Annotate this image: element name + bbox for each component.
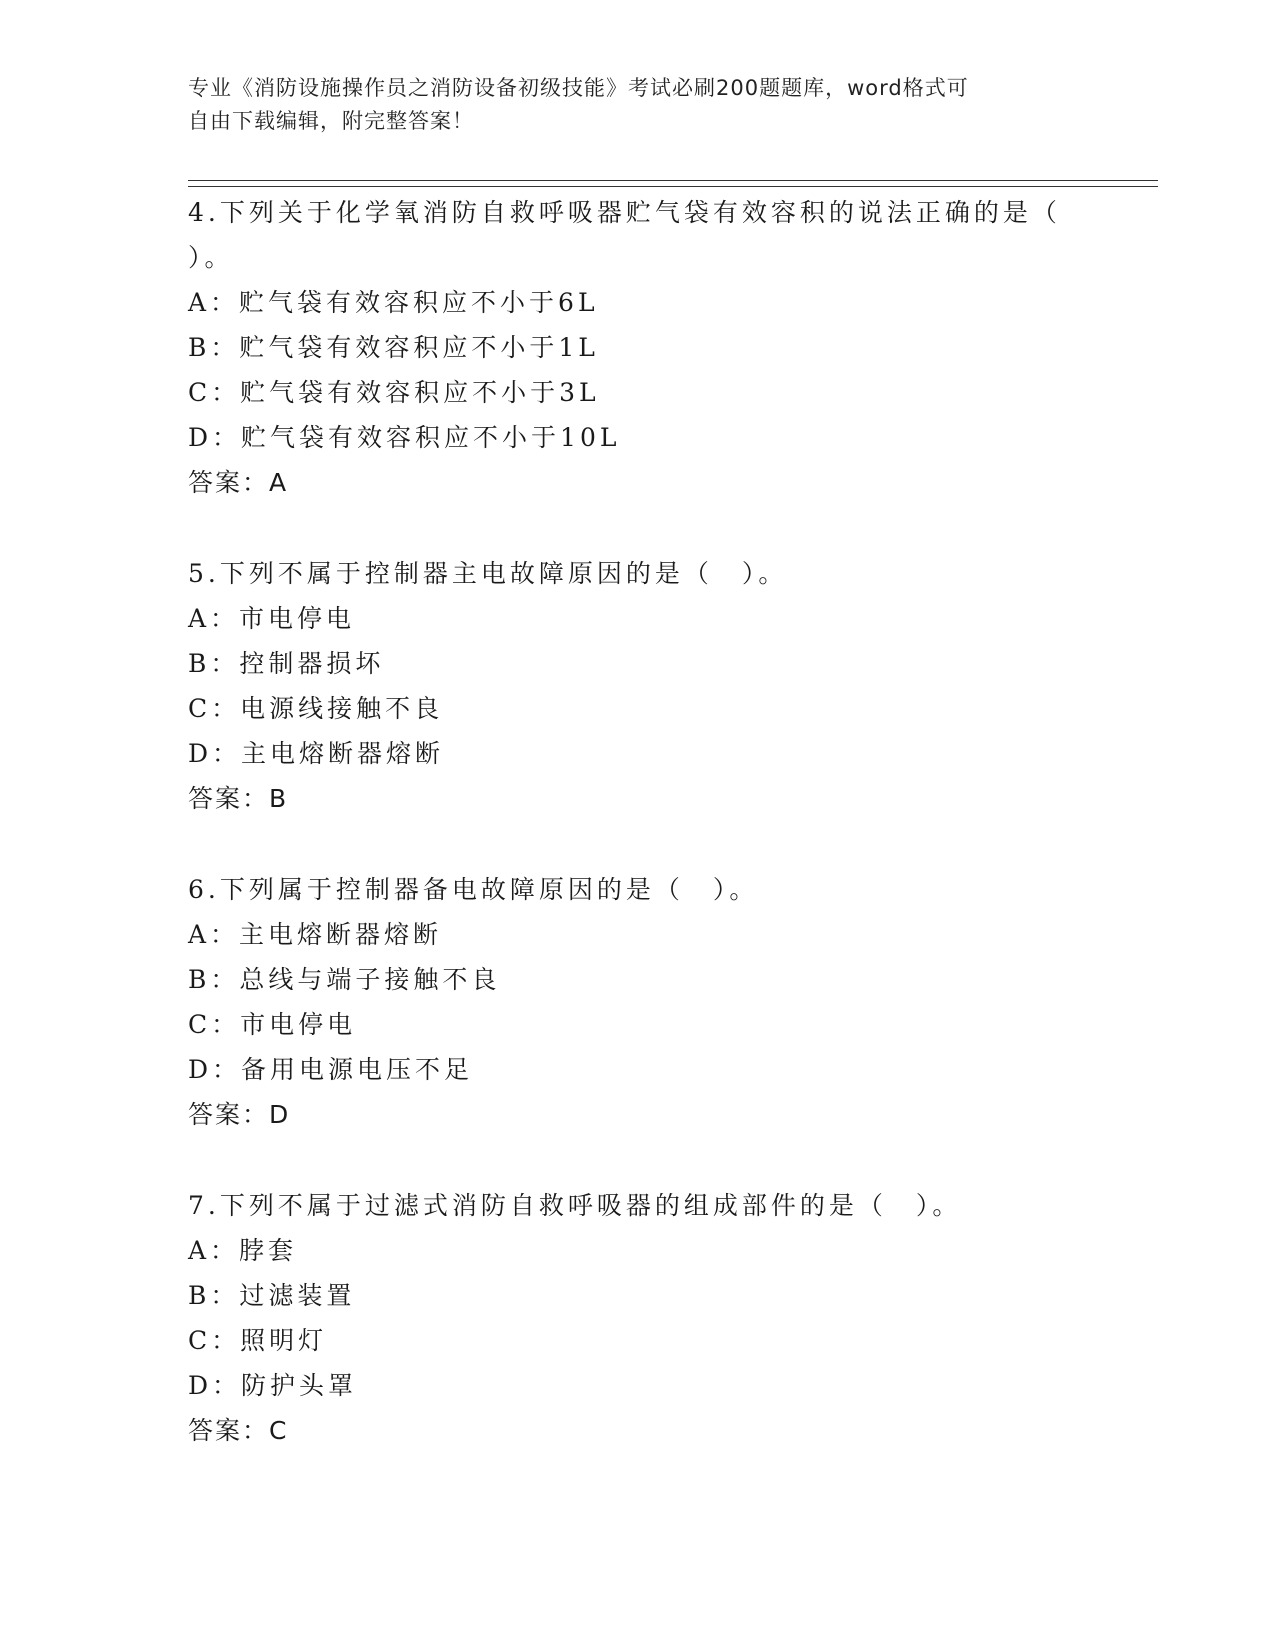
- question-list: [188, 190, 1088, 1453]
- question-stem: 7.下列不属于过滤式消防自救呼吸器的组成部件的是（ ）。: [188, 1191, 962, 1220]
- header-divider-bottom: [188, 186, 1158, 187]
- document-header: [188, 72, 1068, 138]
- option-c: C：贮气袋有效容积应不小于3L: [188, 378, 600, 407]
- header-divider-top: [188, 180, 1158, 181]
- question-7: [188, 1183, 1088, 1453]
- answer: 答案：D: [188, 1100, 291, 1129]
- option-c: C：市电停电: [188, 1010, 357, 1039]
- question-stem: 4.下列关于化学氧消防自救呼吸器贮气袋有效容积的说法正确的是（: [188, 198, 1061, 227]
- option-d: D：备用电源电压不足: [188, 1055, 474, 1084]
- option-b: B：控制器损坏: [188, 649, 385, 678]
- option-a: A：脖套: [188, 1236, 298, 1265]
- question-stem: 5.下列不属于控制器主电故障原因的是（ ）。: [188, 559, 788, 588]
- header-line-1: 专业《消防设施操作员之消防设备初级技能》考试必刷200题题库，word格式可: [188, 76, 969, 100]
- question-stem-continuation: ）。: [188, 243, 234, 272]
- question-spacer: [188, 1137, 1088, 1183]
- answer: 答案：B: [188, 784, 289, 813]
- question-stem: 6.下列属于控制器备电故障原因的是（ ）。: [188, 875, 759, 904]
- option-b: B：总线与端子接触不良: [188, 965, 501, 994]
- option-d: D：贮气袋有效容积应不小于10L: [188, 423, 621, 452]
- question-6: [188, 867, 1088, 1137]
- option-a: A：贮气袋有效容积应不小于6L: [188, 288, 599, 317]
- option-c: C：电源线接触不良: [188, 694, 444, 723]
- option-c: C：照明灯: [188, 1326, 328, 1355]
- header-line-2: 自由下载编辑，附完整答案！: [188, 109, 474, 133]
- option-a: A：主电熔断器熔断: [188, 920, 443, 949]
- option-b: B：贮气袋有效容积应不小于1L: [188, 333, 599, 362]
- option-a: A：市电停电: [188, 604, 356, 633]
- option-d: D：主电熔断器熔断: [188, 739, 445, 768]
- question-5: [188, 551, 1088, 821]
- question-spacer: [188, 505, 1088, 551]
- answer: 答案：A: [188, 468, 289, 497]
- option-b: B：过滤装置: [188, 1281, 356, 1310]
- answer: 答案：C: [188, 1416, 289, 1445]
- question-spacer: [188, 821, 1088, 867]
- question-4: [188, 190, 1088, 505]
- option-d: D：防护头罩: [188, 1371, 358, 1400]
